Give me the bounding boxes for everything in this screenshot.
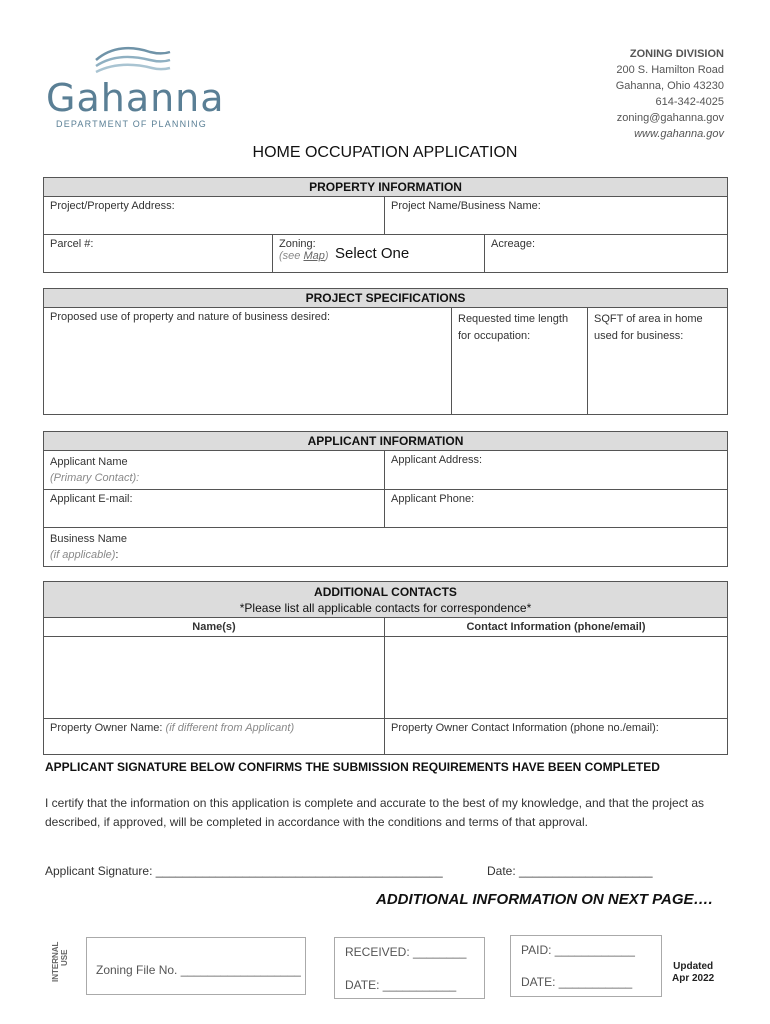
project-heading: PROJECT SPECIFICATIONS xyxy=(44,289,728,308)
time-length-label: Requested time length for occupation: xyxy=(458,313,569,342)
applicant-name-hint: (Primary Contact): xyxy=(50,472,140,484)
property-owner-name-field[interactable] xyxy=(44,719,385,755)
business-name-label: Project Name/Business Name: xyxy=(391,200,541,212)
proposed-use-label: Proposed use of property and nature of business desired: xyxy=(50,311,331,323)
applicant-email-label: Applicant E-mail: xyxy=(50,493,133,505)
acreage-label: Acreage: xyxy=(491,238,536,250)
owner-name-hint: (if different from Applicant) xyxy=(165,722,295,734)
applicant-business-hint: (if applicable) xyxy=(50,549,116,561)
additional-contacts-table xyxy=(43,581,728,755)
applicant-phone-field[interactable] xyxy=(385,490,728,528)
logo-wordmark: Gahanna xyxy=(46,76,225,120)
business-name-field[interactable] xyxy=(385,197,728,235)
contacts-heading-cell xyxy=(44,582,728,618)
applicant-email-field[interactable] xyxy=(44,490,385,528)
internal-use-label xyxy=(46,934,74,984)
zoning-label: Zoning: xyxy=(279,238,316,250)
zoning-field[interactable] xyxy=(273,235,485,273)
applicant-address-label: Applicant Address: xyxy=(391,454,483,466)
applicant-name-label: Applicant Name xyxy=(50,456,128,468)
contacts-heading: ADDITIONAL CONTACTS xyxy=(314,585,457,599)
updated-date: Apr 2022 xyxy=(672,973,715,984)
page-title: HOME OCCUPATION APPLICATION xyxy=(252,144,518,161)
next-page-notice: ADDITIONAL INFORMATION ON NEXT PAGE…. xyxy=(376,891,713,908)
contact-block xyxy=(616,46,724,142)
received-label: RECEIVED: ________ xyxy=(345,945,467,959)
contacts-subheading: *Please list all applicable contacts for correspondence* xyxy=(239,601,532,615)
contact-website[interactable]: www.gahanna.gov xyxy=(634,128,724,140)
applicant-business-colon: : xyxy=(115,549,119,561)
zoning-file-label: Zoning File No. __________________ xyxy=(96,963,301,977)
signature-heading: APPLICANT SIGNATURE BELOW CONFIRMS THE SUBMISSION REQUIREMENTS HAVE BEEN COMPLETED xyxy=(45,760,660,774)
updated-label: Updated xyxy=(673,961,714,972)
applicant-phone-label: Applicant Phone: xyxy=(391,493,475,505)
sqft-label: SQFT of area in home used for business: xyxy=(594,313,703,342)
proposed-use-field[interactable] xyxy=(44,308,452,415)
gahanna-logo-waves-icon xyxy=(92,42,172,78)
contact-heading: ZONING DIVISION xyxy=(629,48,724,60)
contact-address1: 200 S. Hamilton Road xyxy=(616,64,724,76)
paid-label: PAID: ____________ xyxy=(521,943,635,957)
certify-statement: I certify that the information on this application is complete and accurate to the best of my knowledge, and that the project as described, if approved, will be completed in accordance with the conditions and terms of that approval. xyxy=(45,796,705,829)
contact-address2: Gahanna, Ohio 43230 xyxy=(615,80,724,92)
applicant-business-label: Business Name xyxy=(50,533,128,545)
updated-stamp xyxy=(672,961,714,985)
property-owner-contact-field[interactable] xyxy=(385,719,728,755)
parcel-field[interactable] xyxy=(44,235,273,273)
applicant-address-field[interactable] xyxy=(385,451,728,490)
zoning-see-text: (see xyxy=(279,250,304,262)
property-heading: PROPERTY INFORMATION xyxy=(44,178,728,197)
applicant-signature-line[interactable]: Applicant Signature: ___________________________________________ xyxy=(45,864,443,878)
property-address-field[interactable] xyxy=(44,197,385,235)
zoning-select[interactable]: Select One xyxy=(335,245,410,262)
logo-department: DEPARTMENT OF PLANNING xyxy=(56,119,207,129)
acreage-field[interactable] xyxy=(485,235,728,273)
zoning-close-paren: ) xyxy=(324,250,329,262)
contact-info-input-area[interactable] xyxy=(385,637,728,719)
received-box[interactable] xyxy=(334,937,485,999)
owner-name-label: Property Owner Name: xyxy=(50,722,166,734)
owner-contact-label: Property Owner Contact Information (phone no./email): xyxy=(391,722,659,734)
project-specifications-table xyxy=(43,288,728,415)
property-information-table xyxy=(43,177,728,273)
paid-date-label: DATE: ___________ xyxy=(521,975,633,989)
applicant-information-table xyxy=(43,431,728,567)
contact-column-header: Contact Information (phone/email) xyxy=(385,618,728,637)
contact-phone: 614-342-4025 xyxy=(655,96,724,108)
parcel-label: Parcel #: xyxy=(50,238,94,250)
names-column-header: Name(s) xyxy=(44,618,385,637)
zoning-file-box[interactable] xyxy=(86,937,306,995)
applicant-name-field[interactable] xyxy=(44,451,385,490)
svg-text:INTERNAL USE: INTERNAL USE xyxy=(51,941,69,982)
paid-box[interactable] xyxy=(510,935,662,997)
sqft-field[interactable] xyxy=(588,308,728,415)
contact-email[interactable]: zoning@gahanna.gov xyxy=(616,112,724,124)
names-input-area[interactable] xyxy=(44,637,385,719)
zoning-map-link[interactable]: Map xyxy=(303,250,325,262)
business-name-applicant-field[interactable] xyxy=(44,528,728,567)
signature-date-line[interactable]: Date: ____________________ xyxy=(487,864,653,878)
time-length-field[interactable] xyxy=(452,308,588,415)
applicant-heading: APPLICANT INFORMATION xyxy=(44,432,728,451)
property-address-label: Project/Property Address: xyxy=(50,200,175,212)
received-date-label: DATE: ___________ xyxy=(345,978,457,992)
